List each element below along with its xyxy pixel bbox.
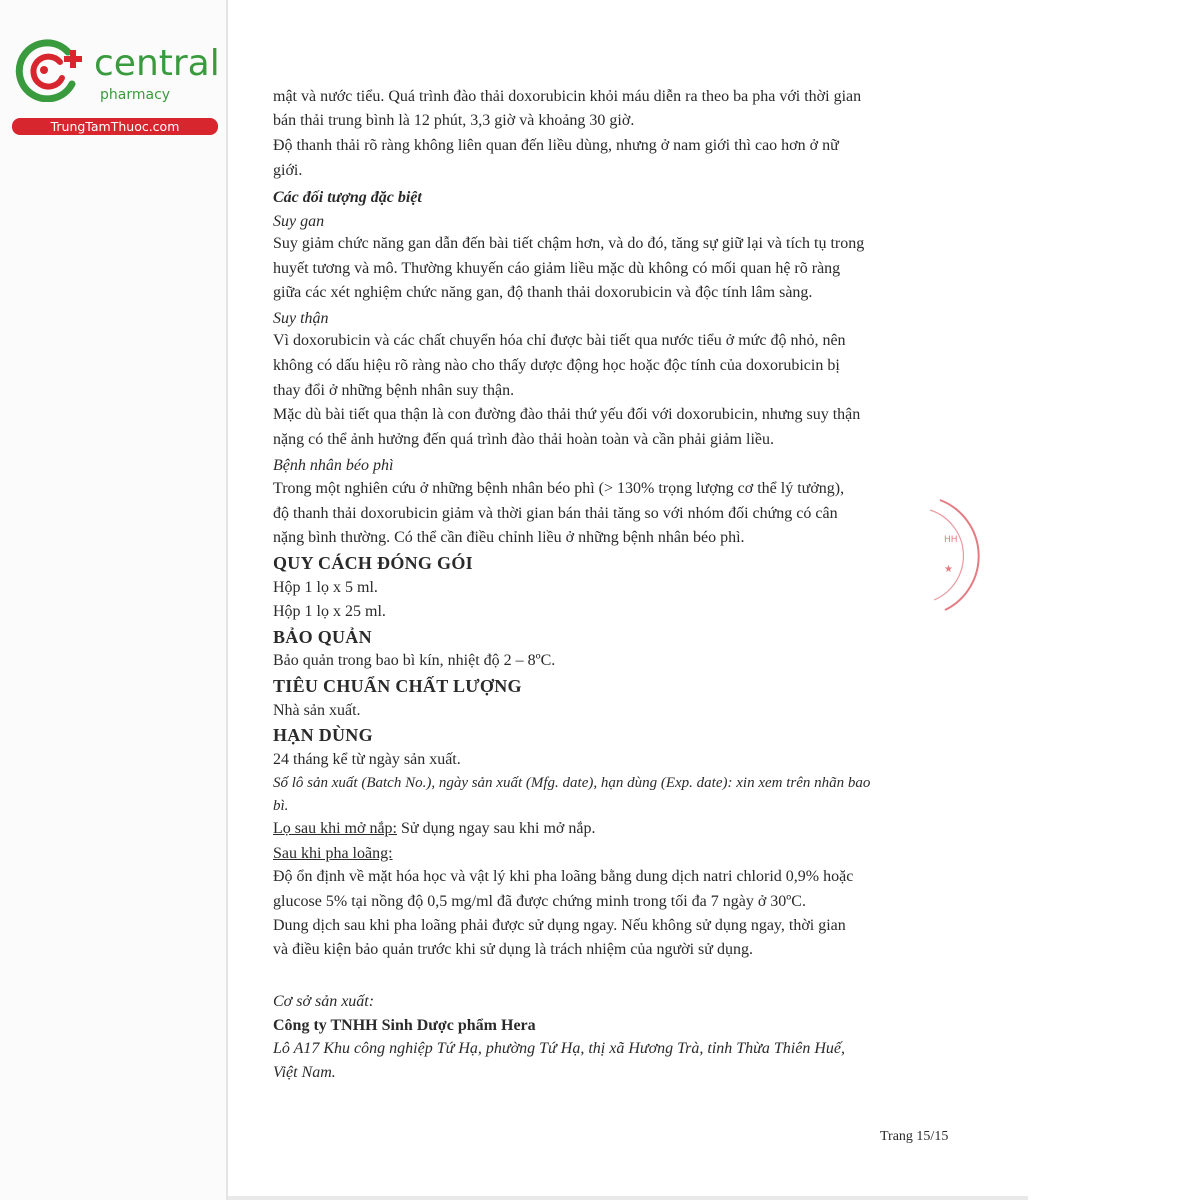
- scan-page-edge: [226, 0, 228, 1200]
- svg-text:HH: HH: [944, 535, 958, 545]
- manufacturer-address: Việt Nam.: [273, 1064, 336, 1081]
- central-pharmacy-logo: [10, 38, 220, 138]
- body-text-line: không có dấu hiệu rõ ràng nào cho thấy dược động học hoặc độc tính của doxorubicin bị: [273, 357, 840, 374]
- body-text-line: Bảo quản trong bao bì kín, nhiệt độ 2 – 8ºC.: [273, 652, 556, 669]
- body-text-line: Hộp 1 lọ x 5 ml.: [273, 579, 378, 596]
- body-text-line: glucose 5% tại nồng độ 0,5 mg/ml đã được chứng minh trong tối đa 7 ngày ở 30ºC.: [273, 893, 806, 910]
- svg-text:★: ★: [944, 564, 953, 575]
- italic-subheading: Suy gan: [273, 213, 325, 230]
- body-text-line: [273, 818, 595, 840]
- body-text-line: giới.: [273, 162, 303, 179]
- company-stamp-icon: [900, 480, 990, 630]
- underlined-label: Sau khi pha loãng:: [273, 845, 393, 862]
- section-heading-storage: BẢO QUẢN: [273, 627, 372, 647]
- italic-note-line: bì.: [273, 798, 289, 814]
- body-text-line: 24 tháng kể từ ngày sản xuất.: [273, 751, 461, 768]
- subsection-heading: Các đối tượng đặc biệt: [273, 189, 422, 206]
- body-text-line: độ thanh thải doxorubicin giảm và thời gian bán thải tăng so với nhóm đối chứng có cân: [273, 505, 838, 522]
- pharmacy-cross-logo-icon: [10, 38, 86, 102]
- body-text-line: huyết tương và mô. Thường khuyến cáo giảm liều mặc dù không có mối quan hệ rõ ràng: [273, 260, 841, 277]
- body-text-line: Trong một nghiên cứu ở những bệnh nhân béo phì (> 130% trọng lượng cơ thể lý tưởng),: [273, 480, 845, 497]
- logo-subtitle: pharmacy: [100, 87, 171, 103]
- body-text-line: nặng có thể ảnh hưởng đến quá trình đào thải hoàn toàn và cần phải giảm liều.: [273, 431, 774, 448]
- inline-text: Sử dụng ngay sau khi mở nắp.: [397, 820, 596, 837]
- section-heading-expiry: HẠN DÙNG: [273, 725, 373, 745]
- scan-margin: [0, 0, 228, 1200]
- body-text-line: Nhà sản xuất.: [273, 702, 361, 719]
- manufacturer-name: Công ty TNHH Sinh Dược phẩm Hera: [273, 1017, 536, 1034]
- page-number: Trang 15/15: [880, 1129, 949, 1144]
- manufacturer-label: Cơ sở sản xuất:: [273, 993, 375, 1010]
- scan-bottom-edge: [228, 1196, 1028, 1200]
- body-text-line: Độ thanh thải rõ ràng không liên quan đến liều dùng, nhưng ở nam giới thì cao hơn ở nữ: [273, 137, 839, 154]
- body-text-line: mật và nước tiểu. Quá trình đào thải doxorubicin khỏi máu diễn ra theo ba pha với thời gian: [273, 88, 862, 105]
- section-heading-quality-standard: TIÊU CHUẨN CHẤT LƯỢNG: [273, 676, 522, 696]
- body-text-line: Hộp 1 lọ x 25 ml.: [273, 603, 386, 620]
- body-text-line: giữa các xét nghiệm chức năng gan, độ thanh thải doxorubicin và độc tính lâm sàng.: [273, 284, 813, 301]
- body-text-line: Dung dịch sau khi pha loãng phải được sử dụng ngay. Nếu không sử dụng ngay, thời gian: [273, 917, 846, 934]
- body-text-line: bán thải trung bình là 12 phút, 3,3 giờ và khoảng 30 giờ.: [273, 112, 635, 129]
- logo-name: central: [94, 43, 220, 84]
- underlined-label: Lọ sau khi mở nắp:: [273, 820, 397, 837]
- logo-url-badge: TrungTamThuoc.com: [12, 118, 218, 135]
- body-text-line: thay đổi ở những bệnh nhân suy thận.: [273, 382, 515, 399]
- italic-note-line: Số lô sản xuất (Batch No.), ngày sản xuất (Mfg. date), hạn dùng (Exp. date): xin xem trên nhãn bao: [273, 775, 871, 791]
- body-text-line: Suy giảm chức năng gan dẫn đến bài tiết chậm hơn, và do đó, tăng sự giữ lại và tích tụ trong: [273, 235, 865, 252]
- section-heading-packaging: QUY CÁCH ĐÓNG GÓI: [273, 553, 473, 573]
- body-text-line: Vì doxorubicin và các chất chuyển hóa chỉ được bài tiết qua nước tiểu ở mức độ nhỏ, nên: [273, 332, 846, 349]
- body-text-line: nặng bình thường. Có thể cần điều chỉnh liều ở những bệnh nhân béo phì.: [273, 529, 745, 546]
- body-text-line: Mặc dù bài tiết qua thận là con đường đào thải thứ yếu đối với doxorubicin, nhưng suy thận: [273, 406, 861, 423]
- manufacturer-address: Lô A17 Khu công nghiệp Tứ Hạ, phường Tứ Hạ, thị xã Hương Trà, tỉnh Thừa Thiên Huế,: [273, 1040, 845, 1057]
- body-text-line: và điều kiện bảo quản trước khi sử dụng là trách nhiệm của người sử dụng.: [273, 941, 753, 958]
- body-text-line: Độ ổn định về mặt hóa học và vật lý khi pha loãng bằng dung dịch natri chlorid 0,9% hoặc: [273, 868, 854, 885]
- italic-subheading: Bệnh nhân béo phì: [273, 457, 394, 474]
- italic-subheading: Suy thận: [273, 310, 329, 327]
